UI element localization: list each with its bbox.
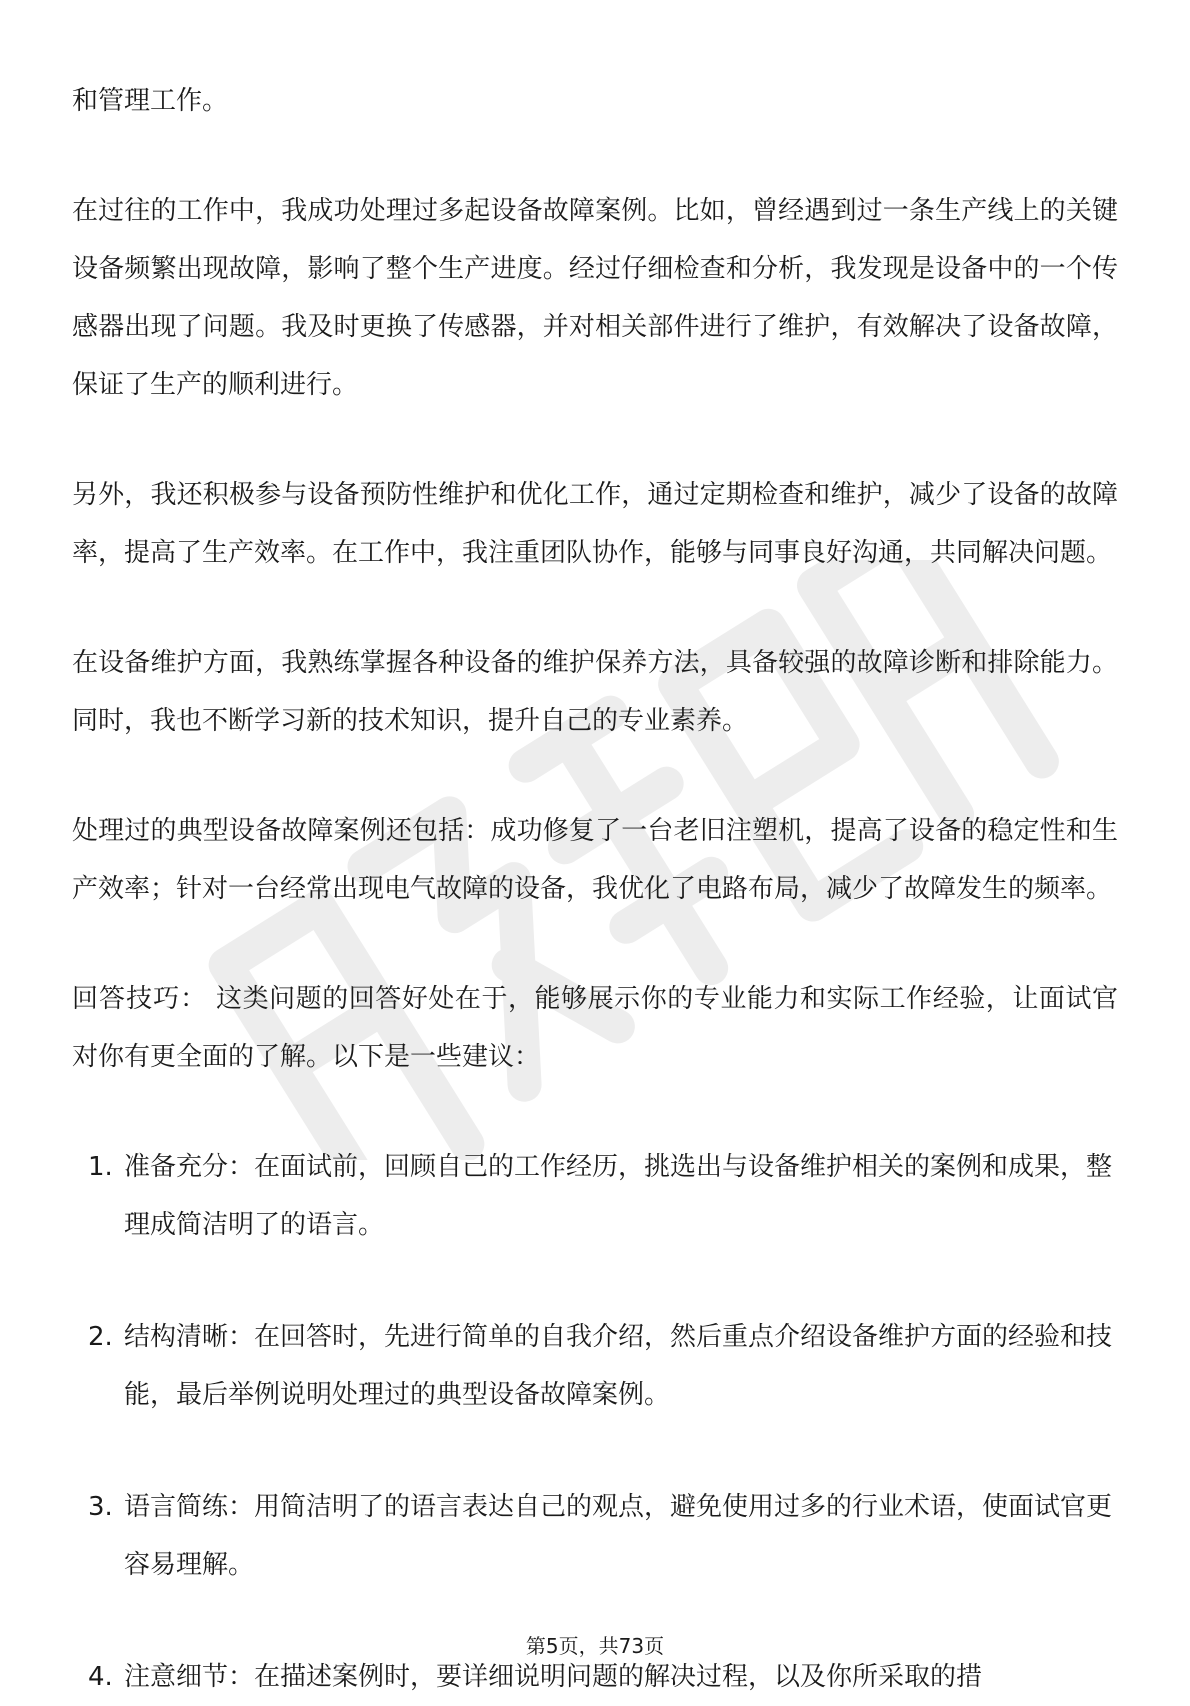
suggestion-list <box>72 1138 1118 1706</box>
list-item-text: 注意细节：在描述案例时，要详细说明问题的解决过程，以及你所采取的措 <box>124 1662 983 1692</box>
list-item <box>72 1308 1118 1424</box>
list-item <box>72 1138 1118 1254</box>
paragraph-preventive-maintenance: 另外，我还积极参与设备预防性维护和优化工作，通过定期检查和维护，减少了设备的故障率，提高了生产效率。在工作中，我注重团队协作，能够与同事良好沟通，共同解决问题。 <box>72 480 1118 568</box>
answer-tips-paragraph <box>72 970 1118 1086</box>
answer-tips-text: 这类问题的回答好处在于，能够展示你的专业能力和实际工作经验，让面试官对你有更全面的了解。以下是一些建议： <box>72 984 1118 1072</box>
paragraph-continuation: 和管理工作。 <box>72 86 229 116</box>
list-item-number: 4. <box>88 1662 113 1692</box>
paragraph-typical-cases: 处理过的典型设备故障案例还包括：成功修复了一台老旧注塑机，提高了设备的稳定性和生产效率；针对一台经常出现电气故障的设备，我优化了电路布局，减少了故障发生的频率。 <box>72 816 1118 904</box>
list-item-text: 准备充分：在面试前，回顾自己的工作经历，挑选出与设备维护相关的案例和成果，整理成简洁明了的语言。 <box>124 1152 1113 1240</box>
list-item-text: 语言简练：用简洁明了的语言表达自己的观点，避免使用过多的行业术语，使面试官更容易理解。 <box>124 1492 1113 1580</box>
list-item-number: 1. <box>88 1152 113 1182</box>
list-item-text: 结构清晰：在回答时，先进行简单的自我介绍，然后重点介绍设备维护方面的经验和技能，最后举例说明处理过的典型设备故障案例。 <box>124 1322 1113 1410</box>
list-item <box>72 1478 1118 1594</box>
page-number-footer: 第5页，共73页 <box>525 1634 665 1658</box>
paragraph-case-example: 在过往的工作中，我成功处理过多起设备故障案例。比如，曾经遇到过一条生产线上的关键设备频繁出现故障，影响了整个生产进度。经过仔细检查和分析，我发现是设备中的一个传感器出现了问题。我及时更换了传感器，并对相关部件进行了维护，有效解决了设备故障，保证了生产的顺利进行。 <box>72 196 1118 400</box>
list-item-number: 3. <box>88 1492 113 1522</box>
paragraph-maintenance-skills: 在设备维护方面，我熟练掌握各种设备的维护保养方法，具备较强的故障诊断和排除能力。同时，我也不断学习新的技术知识，提升自己的专业素养。 <box>72 648 1118 736</box>
answer-tips-label: 回答技巧： <box>72 984 208 1014</box>
list-item-number: 2. <box>88 1322 113 1352</box>
